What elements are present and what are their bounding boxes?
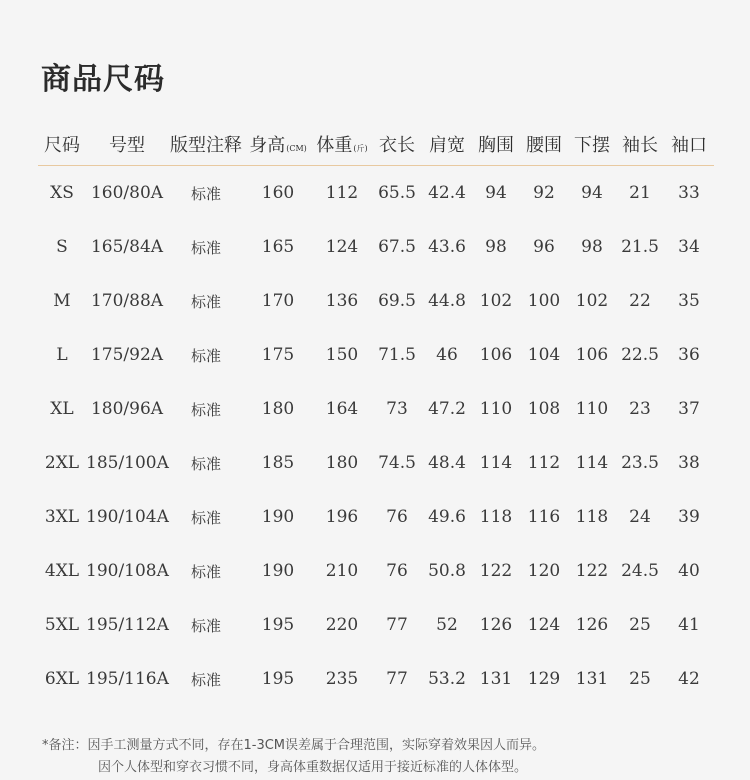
table-cell: 6XL (44, 669, 80, 689)
table-cell: 标准 (190, 508, 221, 527)
table-cell: 118 (575, 507, 609, 527)
note-line-2: 因个人体型和穿衣习惯不同，身高体重数据仅适用于接近标准的人体体型。 (98, 760, 528, 775)
column-header-label: 下摆 (574, 134, 610, 156)
table-cell: 标准 (190, 616, 221, 635)
table-cell: 112 (325, 183, 359, 203)
table-cell: 190/108A (86, 561, 169, 581)
table-cell: 180 (261, 399, 295, 419)
table-cell: 94 (581, 183, 603, 203)
column-header-label: 尺码 (44, 134, 80, 156)
table-cell: 24.5 (621, 561, 659, 581)
table-cell: 235 (325, 669, 359, 689)
table-cell: 47.2 (428, 399, 466, 419)
table-row (38, 166, 714, 221)
table-cell: 23 (629, 399, 651, 419)
notes (42, 735, 545, 779)
table-cell: 42.4 (428, 183, 466, 203)
table-cell: 2XL (44, 453, 80, 473)
table-row (38, 490, 714, 544)
column-header-label: 袖口 (671, 134, 707, 156)
table-cell: 标准 (190, 670, 221, 689)
column-header (568, 122, 616, 166)
table-row (38, 382, 714, 436)
column-header (244, 122, 312, 166)
table-cell: 195 (261, 615, 295, 635)
column-header-label: 版型注释 (170, 134, 242, 156)
table-cell: 129 (527, 669, 561, 689)
table-cell: 190/104A (86, 507, 169, 527)
table-cell: 92 (533, 183, 555, 203)
column-header-label: 号型 (109, 134, 145, 156)
table-cell: 标准 (190, 400, 221, 419)
table-cell: 标准 (190, 346, 221, 365)
table-cell: 22 (629, 291, 651, 311)
table-cell: 122 (479, 561, 513, 581)
table-row (38, 436, 714, 490)
column-header-unit: (斤) (353, 143, 368, 153)
table-cell: 210 (325, 561, 359, 581)
table-cell: 116 (527, 507, 561, 527)
table-cell: 52 (436, 615, 458, 635)
table-cell: 53.2 (428, 669, 466, 689)
table-cell: 114 (479, 453, 513, 473)
table-header-row (38, 122, 714, 166)
table-cell: 5XL (44, 615, 80, 635)
table-cell: 48.4 (428, 453, 466, 473)
table-cell: 164 (325, 399, 359, 419)
table-cell: 21.5 (621, 237, 659, 257)
table-cell: XS (50, 183, 74, 203)
table-cell: 165/84A (90, 237, 164, 257)
table-cell: 108 (527, 399, 561, 419)
page-title: 商品尺码 (41, 62, 165, 97)
column-header-label: 衣长 (379, 134, 415, 156)
column-header-label: 袖长 (622, 134, 658, 156)
column-header (312, 122, 372, 166)
table-cell: 22.5 (621, 345, 659, 365)
table-cell: 39 (678, 507, 700, 527)
table-cell: 标准 (190, 292, 221, 311)
table-cell: 185 (261, 453, 295, 473)
table-cell: 94 (485, 183, 507, 203)
table-cell: L (56, 345, 68, 365)
table-cell: 196 (325, 507, 359, 527)
table-cell: 131 (575, 669, 609, 689)
table-cell: XL (50, 399, 74, 419)
table-body (38, 166, 714, 707)
table-cell: 77 (386, 615, 408, 635)
table-cell: 标准 (190, 562, 221, 581)
table-cell: 23.5 (621, 453, 659, 473)
table-cell: 175/92A (90, 345, 164, 365)
table-cell: 131 (479, 669, 513, 689)
table-cell: 175 (261, 345, 295, 365)
table-cell: 25 (629, 669, 651, 689)
size-chart-table (38, 122, 714, 706)
table-cell: 160/80A (90, 183, 164, 203)
column-header (472, 122, 520, 166)
table-row (38, 220, 714, 274)
table-cell: 150 (325, 345, 359, 365)
column-header-unit: (CM) (286, 143, 307, 153)
table-cell: 49.6 (428, 507, 466, 527)
table-cell: 98 (581, 237, 603, 257)
table-cell: 160 (261, 183, 295, 203)
table-cell: 185/100A (86, 453, 169, 473)
column-header (422, 122, 472, 166)
table-cell: 65.5 (378, 183, 416, 203)
table-cell: 46 (436, 345, 458, 365)
column-header (664, 122, 714, 166)
column-header-label: 腰围 (526, 134, 562, 156)
table-cell: 106 (479, 345, 513, 365)
table-row (38, 652, 714, 706)
table-row (38, 328, 714, 382)
table-cell: 126 (575, 615, 609, 635)
table-cell: M (53, 291, 71, 311)
column-header-label: 肩宽 (429, 134, 465, 156)
table-cell: 41 (678, 615, 700, 635)
table-cell: 4XL (44, 561, 80, 581)
table-cell: 36 (678, 345, 700, 365)
note-line-1: *备注：因手工测量方式不同，存在1-3CM误差属于合理范围，实际穿着效果因人而异。 (42, 738, 546, 753)
table-cell: 124 (325, 237, 359, 257)
table-cell: 120 (527, 561, 561, 581)
column-header (616, 122, 664, 166)
table-cell: 35 (678, 291, 700, 311)
column-header (168, 122, 244, 166)
table-cell: 124 (527, 615, 561, 635)
table-cell: 106 (575, 345, 609, 365)
table-cell: 50.8 (428, 561, 466, 581)
table-cell: 98 (485, 237, 507, 257)
table-cell: 3XL (44, 507, 80, 527)
column-header (372, 122, 422, 166)
table-cell: 69.5 (378, 291, 416, 311)
table-cell: 220 (325, 615, 359, 635)
table-cell: 76 (386, 561, 408, 581)
table-cell: 76 (386, 507, 408, 527)
table-cell: 110 (575, 399, 609, 419)
column-header-label: 体重 (316, 134, 353, 156)
table-cell: 195 (261, 669, 295, 689)
table-cell: 74.5 (378, 453, 416, 473)
column-header (86, 122, 168, 166)
table-cell: 190 (261, 507, 295, 527)
table-cell: 77 (386, 669, 408, 689)
table-cell: 102 (479, 291, 513, 311)
table-cell: 标准 (190, 454, 221, 473)
column-header (38, 122, 86, 166)
table-cell: 136 (325, 291, 359, 311)
table-cell: 195/112A (86, 615, 169, 635)
table-cell: 33 (678, 183, 700, 203)
table-cell: 110 (479, 399, 513, 419)
table-cell: 96 (533, 237, 555, 257)
column-header-label: 胸围 (478, 134, 514, 156)
table-cell: 104 (527, 345, 561, 365)
table-cell: 40 (678, 561, 700, 581)
table-cell: S (56, 237, 68, 257)
table-cell: 170/88A (90, 291, 164, 311)
table-cell: 180 (325, 453, 359, 473)
table-cell: 24 (629, 507, 651, 527)
table-cell: 122 (575, 561, 609, 581)
table-cell: 165 (261, 237, 295, 257)
table-cell: 170 (261, 291, 295, 311)
table-cell: 38 (678, 453, 700, 473)
table-cell: 102 (575, 291, 609, 311)
column-header (520, 122, 568, 166)
table-cell: 37 (678, 399, 700, 419)
table-cell: 34 (678, 237, 700, 257)
table-cell: 73 (386, 399, 408, 419)
table-cell: 126 (479, 615, 513, 635)
table-row (38, 544, 714, 598)
column-header-label: 身高 (249, 134, 286, 156)
table-cell: 114 (575, 453, 609, 473)
table-cell: 标准 (190, 184, 221, 203)
table-cell: 190 (261, 561, 295, 581)
table-cell: 67.5 (378, 237, 416, 257)
table-cell: 44.8 (428, 291, 466, 311)
table-cell: 195/116A (86, 669, 169, 689)
table-cell: 25 (629, 615, 651, 635)
table-cell: 180/96A (90, 399, 164, 419)
table-cell: 71.5 (378, 345, 416, 365)
table-row (38, 598, 714, 652)
table-cell: 21 (629, 183, 651, 203)
table-cell: 100 (527, 291, 561, 311)
table-cell: 118 (479, 507, 513, 527)
table-cell: 43.6 (428, 237, 466, 257)
table-cell: 42 (678, 669, 700, 689)
table-cell: 112 (527, 453, 561, 473)
table-cell: 标准 (190, 238, 221, 257)
table-row (38, 274, 714, 328)
